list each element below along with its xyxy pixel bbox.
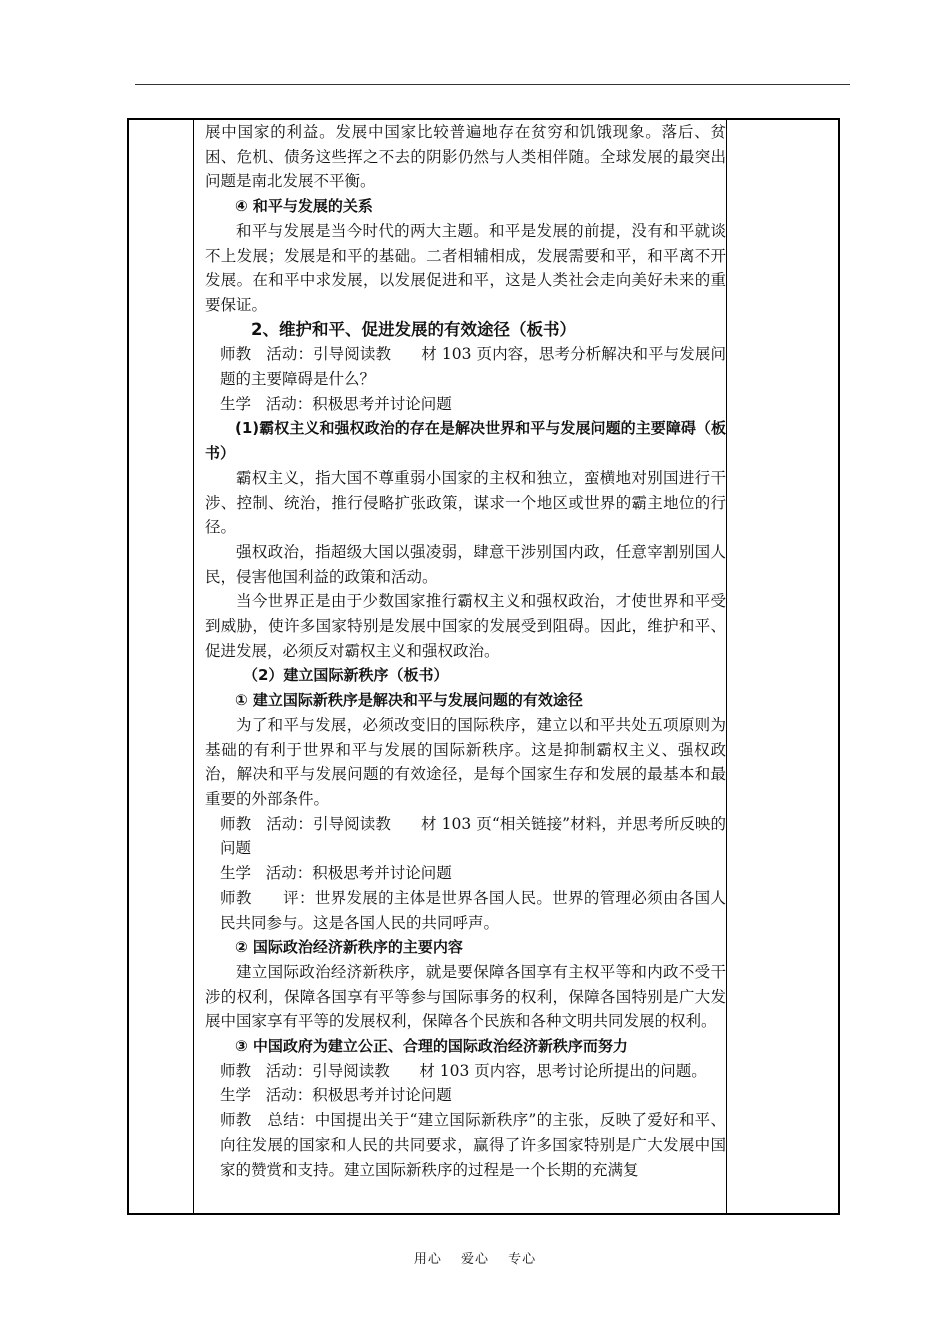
section-heading: ④ 和平与发展的关系 [235, 197, 373, 216]
activity-line: 生学 活动：积极思考并讨论问题 [220, 864, 452, 883]
lesson-table [127, 118, 840, 1215]
paragraph: 当今世界正是由于少数国家推行霸权主义和强权政治，才使世界和平受到威胁，使许多国家特别是发展中国家的发展受到阻碍。因此，维护和平、促进发展，必须反对霸权主义和强权政治。 [205, 592, 726, 660]
page-footer [0, 1248, 950, 1267]
paragraph: 建立国际政治经济新秩序，就是要保障各国享有主权平等和内政不受干涉的权利，保障各国享有平等参与国际事务的权利，保障各国特别是广大发展中国家享有平等的发展权利，保障各个民族和各种文明共同发展的权利。 [205, 962, 726, 1031]
section-title: 2、维护和平、促进发展的有效途径（板书） [251, 319, 576, 339]
section-heading: ② 国际政治经济新秩序的主要内容 [235, 938, 463, 957]
section-heading: ① 建立国际新秩序是解决和平与发展问题的有效途径 [235, 691, 583, 710]
column-divider-right [726, 120, 727, 1213]
activity-line: 生学 活动：积极思考并讨论问题 [220, 1086, 452, 1105]
paragraph: 为了和平与发展，必须改变旧的国际秩序，建立以和平共处五项原则为基础的有利于世界和平与发展的国际新秩序。这是抑制霸权主义、强权政治，解决和平与发展问题的有效途径，是每个国家生存和发展的最基本和最重要的外部条件。 [205, 715, 726, 808]
activity-line: 师教 活动：引导阅读教 材 103 页内容，思考讨论所提出的问题。 [220, 1061, 707, 1080]
paragraph: 展中国家的利益。发展中国家比较普遍地存在贫穷和饥饿现象。落后、贫困、危机、债务这些挥之不去的阴影仍然与人类相伴随。全球发展的最突出问题是南北发展不平衡。 [205, 123, 726, 191]
section-heading: ③ 中国政府为建立公正、合理的国际政治经济新秩序而努力 [235, 1037, 628, 1056]
content-cell [205, 120, 726, 1213]
activity-line: 师教 评：世界发展的主体是世界各国人民。世界的管理必须由各国人民共同参与。这是各国人民的共同呼声。 [220, 888, 726, 932]
activity-line: 师教 活动：引导阅读教 材 103 页内容，思考分析解决和平与发展问题的主要障碍是什么？ [220, 345, 726, 389]
section-heading: （2）建立国际新秩序（板书） [243, 666, 449, 685]
activity-line: 师教 活动：引导阅读教 材 103 页“相关链接”材料，并思考所反映的问题 [220, 814, 726, 858]
paragraph: 霸权主义，指大国不尊重弱小国家的主权和独立，蛮横地对别国进行干涉、控制、统治，推行侵略扩张政策，谋求一个地区或世界的霸主地位的行径。 [205, 468, 726, 537]
column-divider-left [193, 120, 194, 1213]
section-heading: (1)霸权主义和强权政治的存在是解决世界和平与发展问题的主要障碍（板书） [205, 419, 726, 463]
activity-line: 师教 总结：中国提出关于“建立国际新秩序”的主张，反映了爱好和平、向往发展的国家和人民的共同要求，赢得了许多国家特别是广大发展中国家的赞赏和支持。建立国际新秩序的过程是一个长期的充满复 [220, 1111, 726, 1179]
header-rule [135, 84, 850, 85]
footer-item: 用心 [413, 1252, 442, 1267]
footer-item: 爱心 [460, 1252, 489, 1267]
paragraph: 和平与发展是当今时代的两大主题。和平是发展的前提，没有和平就谈不上发展；发展是和平的基础。二者相辅相成，发展需要和平，和平离不开发展。在和平中求发展，以发展促进和平，这是人类社会走向美好未来的重要保证。 [205, 221, 726, 314]
activity-line: 生学 活动：积极思考并讨论问题 [220, 394, 452, 413]
paragraph: 强权政治，指超级大国以强凌弱，肆意干涉别国内政，任意宰割别国人民，侵害他国利益的政策和活动。 [205, 542, 726, 586]
footer-item: 专心 [508, 1252, 537, 1267]
